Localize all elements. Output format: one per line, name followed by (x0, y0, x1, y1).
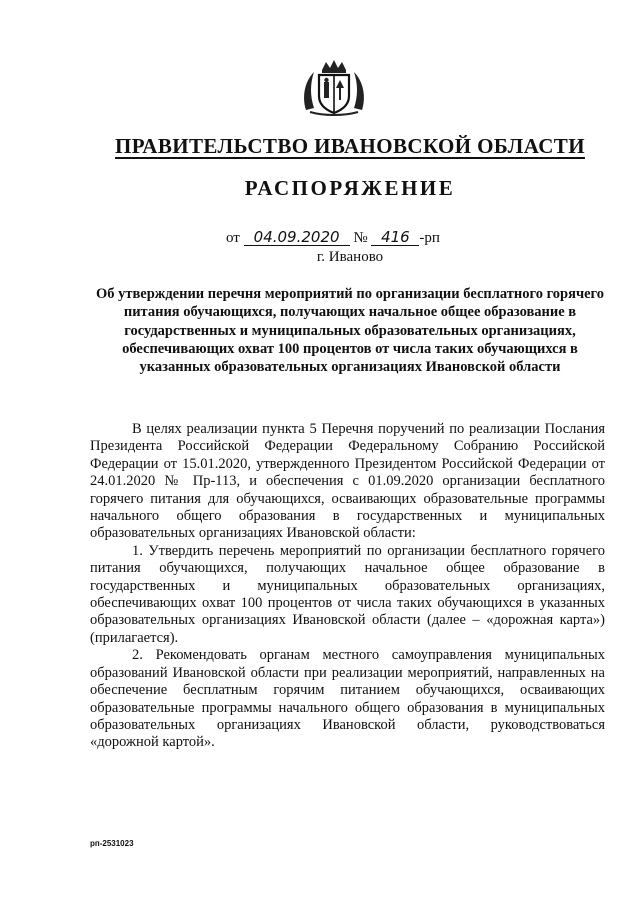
city: г. Иваново (316, 249, 384, 265)
paragraph: В целях реализации пункта 5 Перечня поручений по реализации Послания Президента Российской Федерации Федеральному Собранию Российской Федерации от 15.01.2020, утвержденного Президентом Российской Федерации от 24.01.2020 № Пр-113, и обеспечения с 01.09.2020 организации бесплатного горячего питания для обучающихся, осваивающих образовательные программы начального общего образования в государственных и муниципальных образовательных организациях Ивановской области: (90, 421, 605, 542)
paragraph: 1. Утвердить перечень мероприятий по организации бесплатного горячего питания обучающихся, получающих начальное общее образование в государственных и муниципальных образовательных организациях, обеспечивающих охват 100 процентов от числа таких обучающихся в указанных образовательных организациях Ивановской области (далее – «дорожная карта») (прилагается). (90, 542, 605, 646)
date-number-line (226, 229, 440, 247)
coat-of-arms-icon (300, 58, 368, 116)
number-sign: № (353, 230, 368, 246)
document-date: 04.09.2020 (244, 229, 350, 246)
from-prefix: от (226, 230, 240, 246)
document-number: 416 (371, 229, 419, 246)
document-code: рп-2531023 (90, 839, 134, 848)
document-body (90, 421, 605, 752)
paragraph: 2. Рекомендовать органам местного самоуправления муниципальных образований Ивановской области при реализации мероприятий, направленных на обеспечение бесплатным горячим питанием обучающихся, осваивающих образовательные программы начального общего образования в муниципальных образовательных организациях Ивановской области, руководствоваться «дорожной картой». (90, 647, 605, 751)
number-suffix: -рп (419, 230, 440, 246)
document-subject: Об утверждении перечня мероприятий по организации бесплатного горячего питания обучающихся, получающих начальное общее образование в государственных и муниципальных образовательных организациях, обеспечивающих охват 100 процентов от числа таких обучающихся в указанных образовательных организациях Ивановской области (95, 286, 605, 376)
document-type: РАСПОРЯЖЕНИЕ (244, 176, 456, 200)
government-title: ПРАВИТЕЛЬСТВО ИВАНОВСКОЙ ОБЛАСТИ (115, 134, 585, 158)
